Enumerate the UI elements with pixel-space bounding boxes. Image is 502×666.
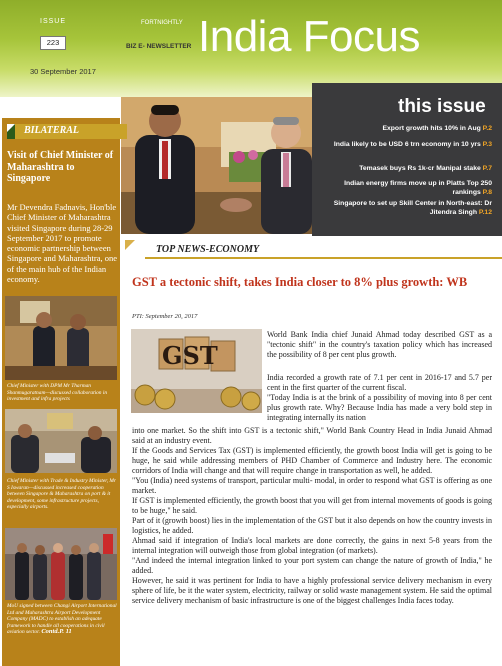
toc-item[interactable]: Export growth hits 10% in Aug P.2 [382,125,492,132]
article-para: "And indeed the internal integration linked to your port system can change the nature of growth of India," he added. [132,556,492,575]
issue-date: 30 September 2017 [30,67,96,76]
tag-corner [7,124,15,132]
gst-blocks-image [131,329,262,413]
section-rule [145,257,502,259]
article-para: If the Goods and Services Tax (GST) is implemented efficiently, the growth boost India will get is going to be huge, he said while addressing members of PHD Chamber of Commerce and Industry here. The economic corridors of India will change and that will require change in transportation as well, he added. [132,446,492,475]
sidebar-headline: Visit of Chief Minister of Maharashtra to Singapore [7,150,114,184]
leaders-handshake-photo [121,97,312,234]
cm-dpm-photo [5,296,117,380]
section-corner [125,240,135,250]
article-para: However, he said it was pertinent for India to have a highly professional service delivery mechanism in every sphere of life, be it the water system, electricity, railway or solid waste management system. He said the optimal service delivery mechanism of basic infrastructure is one of the biggest challenges India faces today. [132,576,492,605]
photo-caption-2: Chief Minister with Trade & Industry Minister, Mr S Iswaran—discussed increased cooperation between Singapore & Maharashtra on port & it development, some infrastructure projects, especially airports. [7,478,117,510]
toc-item[interactable]: Singapore to set up Skill Center in North-east: Dr Jitendra Singh P.12 [333,200,492,216]
article-para: Ahmad said if integration of India's local markets are done correctly, the gains in next 5-8 years from the internal integration will outweigh those from global integration (of markets). [132,536,492,555]
masthead-title: India Focus [198,12,420,61]
issue-label: ISSUE [40,18,67,25]
this-issue-title: this issue [398,96,486,117]
article-para: into one market. So the shift into GST is a tectonic shift," World Bank Country Head in India Junaid Ahmad said at an industry event. [132,426,492,445]
photo-caption-1: Chief Minister with DPM Mr Tharman Shanmugaratnam—discussed collaboration in investment and infra projects [7,383,108,402]
newsletter-label: BIZ E- NEWSLETTER [126,43,192,50]
article-para: "Today India is at the brink of a possibility of moving into 8 per cent plus growth rate. Why? Because India has made a very bold step in integrating internally its nation [267,393,492,422]
frequency-label: FORTNIGHTLY [141,20,183,26]
article-para: Part of it (growth boost) lies in the implementation of the GST but it also depends on how the country invests in logistics, he added. [132,516,492,535]
sidebar-body: Mr Devendra Fadnavis, Hon'ble Chief Minister of Maharashtra visited Singapore during 28-29 September 2017 to promote economic partnership between Singapore and Maharashtra, one of the main hub of the Indian economy. [7,202,117,285]
continued-reference[interactable]: Contd.P. 11 [41,628,72,635]
article-para: India recorded a growth rate of 7.1 per cent in 2016-17 and 5.7 per cent in the first quarter of the current fiscal. [267,373,492,392]
article-headline: GST a tectonic shift, takes India closer to 8% plus growth: WB [132,275,468,289]
issue-number: 223 [40,36,66,50]
cm-trade-minister-photo [5,409,117,473]
mou-signing-photo [5,528,117,600]
photo-caption-3: MoU signed between Changi Airport International Ltd and Maharashtra Airport Development Company (MADC) to establish an adequate framework to handle all cooperations in civil aviation sector. Contd.P. 11 [7,603,117,635]
article-para: If GST is implemented efficiently, the growth boost that you will get from internal movements of goods is going to be huge," he said. [132,496,492,515]
toc-item[interactable]: India likely to be USD 6 trn economy in 10 yrs P.3 [333,141,492,148]
article-para: World Bank India chief Junaid Ahmad today described GST as a "tectonic shift" in the country's taxation policy which has increased the possibility of 8 per cent plus growth. [267,330,492,359]
bilateral-tag: BILATERAL [24,125,80,136]
toc-item[interactable]: Temasek buys Rs 1k-cr Manipal stake P.7 [359,165,492,172]
toc-item[interactable]: Indian energy firms move up in Platts Top 250 rankings P.8 [344,180,492,196]
article-byline: PTI: September 20, 2017 [132,313,198,320]
section-title: TOP NEWS-ECONOMY [156,244,260,255]
article-para: "You (India) need systems of transport, particular multi- modal, in order to respond what GST is offering as one market. [132,476,492,495]
gst-letters: GST [162,341,218,370]
